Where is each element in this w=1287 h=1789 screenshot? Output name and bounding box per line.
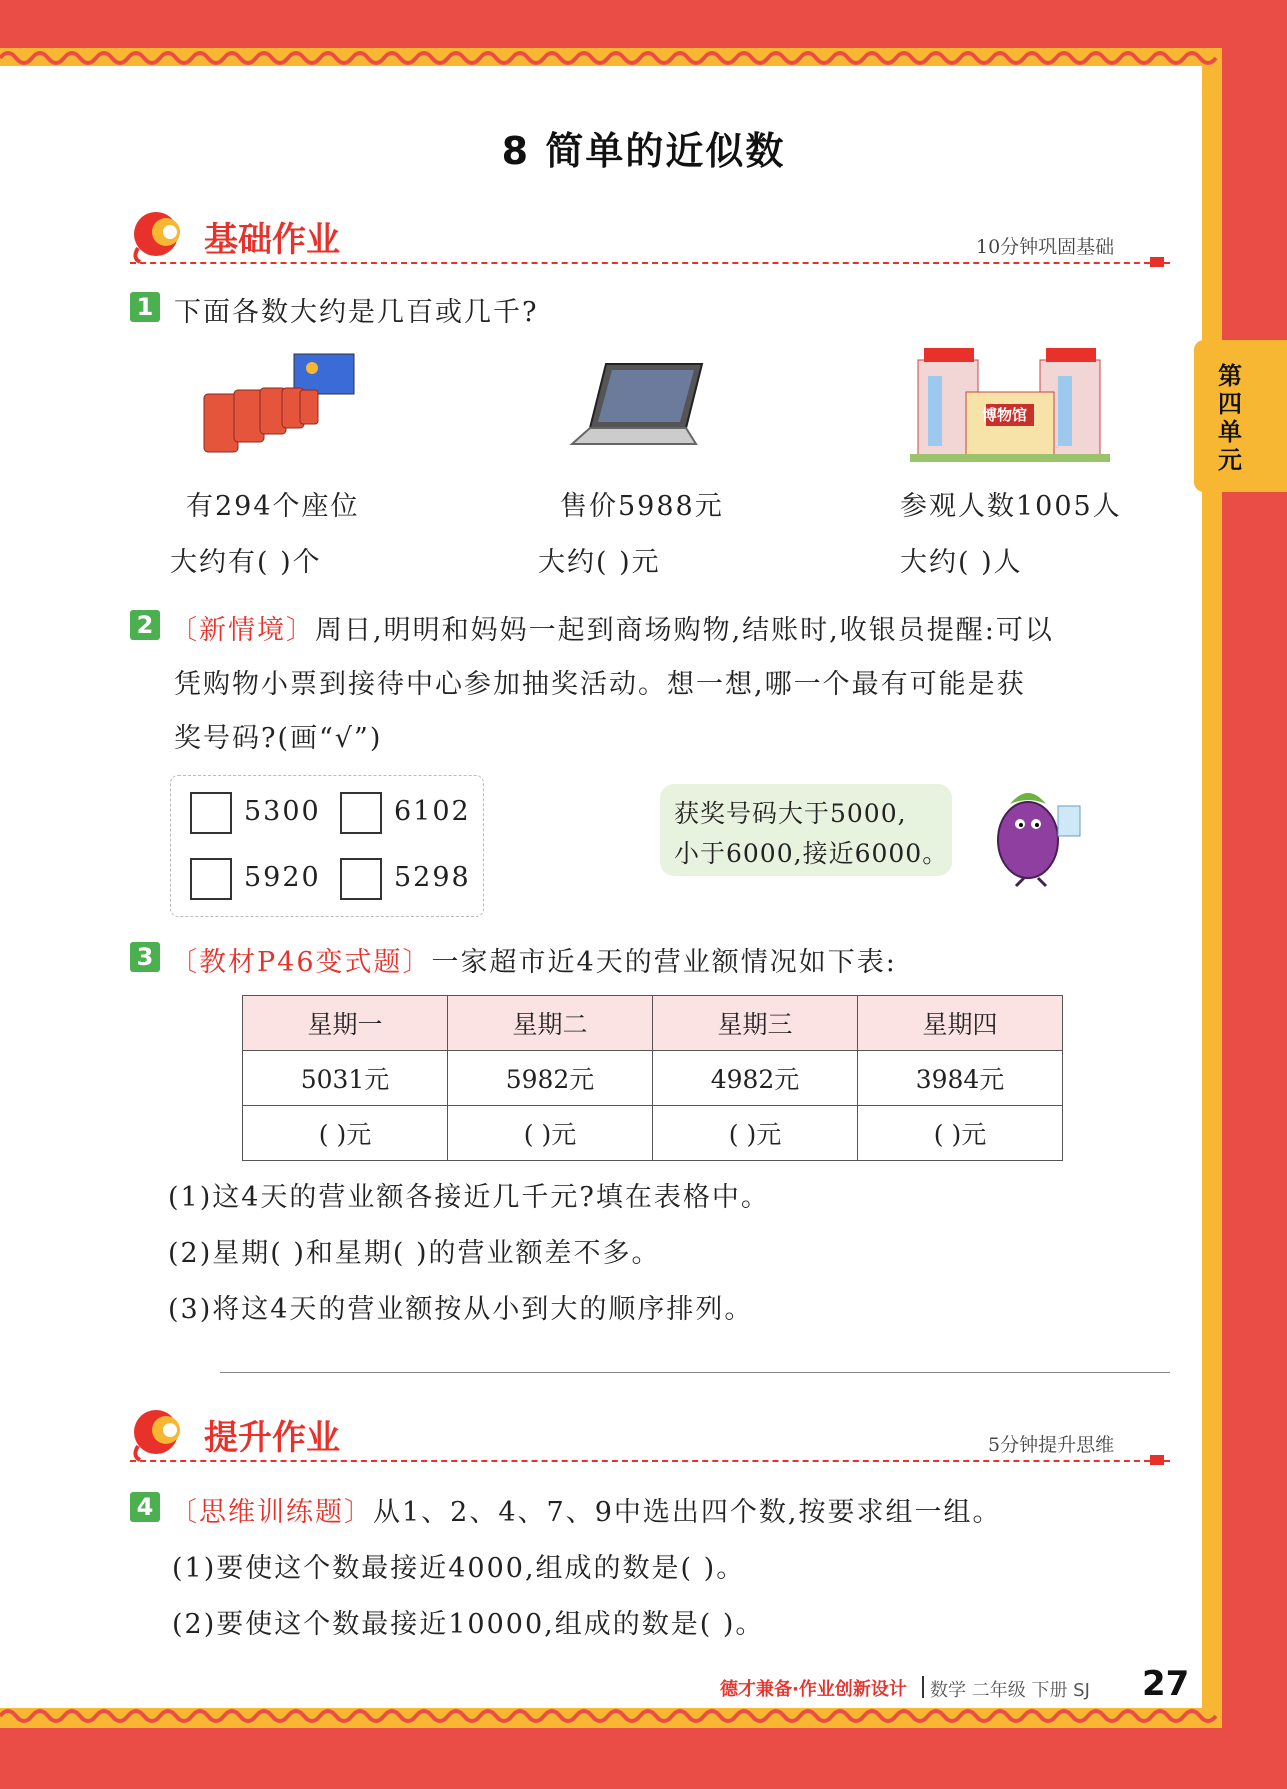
- table-header-row: [243, 996, 1063, 1051]
- divider-end-mark: [1150, 1455, 1164, 1465]
- hint-line1: 获奖号码大于5000,: [674, 799, 907, 828]
- footer-info: 数学 二年级 下册 SJ: [930, 1680, 1090, 1701]
- unit-side-tab-label: 第四单元: [1218, 362, 1242, 474]
- checkbox-option[interactable]: [340, 858, 382, 900]
- page-title: 8 简单的近似数: [501, 129, 786, 173]
- checkbox-option[interactable]: [190, 858, 232, 900]
- q4-intro: 〔思维训练题〕从1、2、4、7、9中选出四个数,按要求组一组。: [170, 1497, 1002, 1528]
- option-label: 5920: [244, 862, 321, 893]
- sales-table: [242, 995, 1063, 1161]
- option-label: 5300: [244, 796, 321, 827]
- table-cell: 4982元: [653, 1051, 858, 1106]
- q4-tag: 〔思维训练题〕: [170, 1497, 373, 1528]
- wavy-border-top: [0, 40, 1222, 74]
- table-answer-blank[interactable]: ( )元: [243, 1106, 448, 1161]
- question-number: 2: [130, 610, 160, 640]
- checkbox-option[interactable]: [190, 792, 232, 834]
- q1-item-desc: 参观人数1005人: [900, 491, 1122, 522]
- q2-tag: 〔新情境〕: [170, 615, 315, 646]
- hint-line2: 小于6000,接近6000。: [674, 839, 949, 868]
- section-basic-title: 基础作业: [204, 220, 340, 260]
- laptop-icon: [566, 358, 706, 454]
- table-header-cell: 星期四: [858, 996, 1063, 1051]
- q1-item-desc: 有294个座位: [186, 491, 360, 522]
- q3-sub1: (1)这4天的营业额各接近几千元?填在表格中。: [168, 1182, 770, 1213]
- q1-answer-blank[interactable]: 大约( )人: [900, 547, 1023, 578]
- q3-sub2[interactable]: (2)星期( )和星期( )的营业额差不多。: [168, 1238, 661, 1269]
- cinema-seats-icon: [198, 350, 358, 462]
- q4-sub2[interactable]: (2)要使这个数最接近10000,组成的数是( )。: [172, 1609, 765, 1640]
- q1-text: 下面各数大约是几百或几千?: [174, 297, 539, 328]
- q1-answer-blank[interactable]: 大约有( )个: [170, 547, 322, 578]
- q1-answer-blank[interactable]: 大约( )元: [538, 547, 661, 578]
- table-row: [243, 1051, 1063, 1106]
- question-number: 4: [130, 1492, 160, 1522]
- table-row: [243, 1106, 1063, 1161]
- trumpet-icon: [130, 1406, 196, 1462]
- q2-line1: 〔新情境〕周日,明明和妈妈一起到商场购物,结账时,收银员提醒:可以: [170, 615, 1054, 646]
- q3-sub3: (3)将这4天的营业额按从小到大的顺序排列。: [168, 1294, 754, 1325]
- table-answer-blank[interactable]: ( )元: [858, 1106, 1063, 1161]
- q3-tag: 〔教材P46变式题〕: [170, 947, 432, 978]
- wavy-border-bottom: [0, 1700, 1222, 1734]
- section-advanced-title: 提升作业: [204, 1418, 340, 1458]
- unit-side-tab: [1194, 340, 1287, 492]
- question-number: 1: [130, 292, 160, 322]
- table-answer-blank[interactable]: ( )元: [448, 1106, 653, 1161]
- footer-brand: 德才兼备·作业创新设计: [720, 1679, 907, 1700]
- checkbox-option[interactable]: [340, 792, 382, 834]
- q2-line3: 奖号码?(画“√”): [174, 723, 383, 754]
- divider-end-mark: [1150, 257, 1164, 267]
- trumpet-icon: [130, 208, 196, 264]
- section-advanced-divider: [130, 1460, 1170, 1462]
- table-cell: 5031元: [243, 1051, 448, 1106]
- table-cell: 3984元: [858, 1051, 1063, 1106]
- question-number: 3: [130, 942, 160, 972]
- table-header-cell: 星期二: [448, 996, 653, 1051]
- table-answer-blank[interactable]: ( )元: [653, 1106, 858, 1161]
- page-number: 27: [1142, 1664, 1190, 1704]
- q3-intro: 〔教材P46变式题〕一家超市近4天的营业额情况如下表:: [170, 947, 897, 978]
- section-basic-divider: [130, 262, 1170, 264]
- table-cell: 5982元: [448, 1051, 653, 1106]
- museum-sign: 博物馆: [982, 406, 1028, 424]
- section-separator: [220, 1372, 1170, 1373]
- q1-item-desc: 售价5988元: [560, 491, 724, 522]
- table-header-cell: 星期三: [653, 996, 858, 1051]
- section-advanced-note: 5分钟提升思维: [988, 1434, 1115, 1456]
- footer-divider: [922, 1676, 924, 1698]
- option-label: 5298: [394, 862, 471, 893]
- eggplant-mascot-icon: [980, 774, 1086, 890]
- section-basic-note: 10分钟巩固基础: [976, 236, 1115, 258]
- q2-line2: 凭购物小票到接待中心参加抽奖活动。想一想,哪一个最有可能是获: [174, 669, 1026, 700]
- table-header-cell: 星期一: [243, 996, 448, 1051]
- q4-sub1[interactable]: (1)要使这个数最接近4000,组成的数是( )。: [172, 1553, 746, 1584]
- option-label: 6102: [394, 796, 471, 827]
